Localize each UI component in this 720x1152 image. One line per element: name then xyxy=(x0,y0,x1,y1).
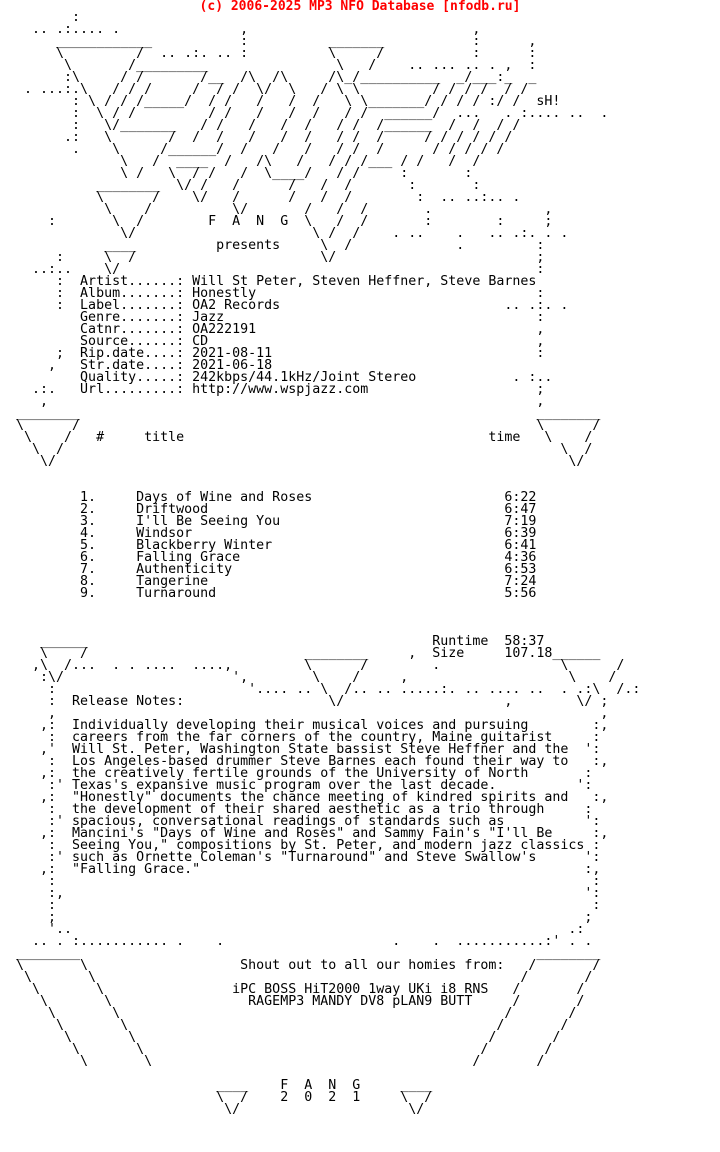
nfo-line: :' such as Ornette Coleman's "Turnaround" and Steve Swallow's ': xyxy=(0,850,601,865)
nfo-line: :\ / / /__ /\ /\ /\_/__________ _/___:_ _ xyxy=(0,70,537,85)
nfo-line: Quality.....: 242kbps/44.1kHz/Joint Stereo . :.. xyxy=(0,370,553,385)
nfo-line xyxy=(0,600,640,612)
nfo-line: ____ F A N G ____ xyxy=(0,1078,433,1093)
nfo-line: .. . :........... . . . . ...........:' . . xyxy=(0,934,593,949)
nfo-line: \ \ / / xyxy=(0,970,593,985)
nfo-line: , Str.date....: 2021-06-18 xyxy=(0,358,273,373)
nfo-line: 3. I'll Be Seeing You 7:19 xyxy=(0,514,537,529)
nfo-line: \ /_________ \ / .. ... .. . , : xyxy=(0,58,537,73)
nfo-line: : careers from the far corners of the country, Maine guitarist : xyxy=(0,730,601,745)
nfo-line: \ / ________ , Size 107.18______ xyxy=(0,646,601,661)
nfo-line: ____________ : _______ : , xyxy=(0,34,537,49)
nfo-database-credit: (c) 2006-2025 MP3 NFO Database [nfodb.ru] xyxy=(199,0,521,14)
nfo-line: ____ presents \ / . : xyxy=(0,238,545,253)
nfo-line: \ \ iPC BOSS HiT2000 1way UKi i8 RNS / / xyxy=(0,982,585,997)
nfo-line: 9. Turnaround 5:56 xyxy=(0,586,537,601)
nfo-line: \ \ / / xyxy=(0,1018,569,1033)
nfo-line: \ / \ / / / \____/ / / : : xyxy=(0,166,473,181)
nfo-line: ,: "Falling Grace." :, xyxy=(0,862,601,877)
nfo-line: \/ \/ xyxy=(0,1102,425,1117)
nfo-line: \ / \/ / / / / : .. ..:.. . xyxy=(0,190,521,205)
nfo-line: 6. Falling Grace 4:36 xyxy=(0,550,537,565)
nfo-line: Catnr.......: OA222191 , xyxy=(0,322,545,337)
nfo-line: .:. Url.........: http://www.wspjazz.com ; xyxy=(0,382,545,397)
nfo-line: '.. .: xyxy=(0,922,585,937)
nfo-line: ,\ /... . . .... ...., \ / . \ / xyxy=(0,658,625,673)
nfo-line: ,' Will St. Peter, Washington State bassist Steve Heffner and the ': xyxy=(0,742,601,757)
nfo-line: \ \ / / xyxy=(0,1054,545,1069)
nfo-line: , , xyxy=(0,394,545,409)
nfo-line: \ \ / / xyxy=(0,1006,577,1021)
nfo-line: :' spacious, conversational readings of standards such as ': xyxy=(0,814,601,829)
nfo-line: : xyxy=(0,10,81,25)
nfo-line: 2. Driftwood 6:47 xyxy=(0,502,537,517)
nfo-line: \ \ RAGEMP3 MANDY DV8 pLAN9 BUTT / / xyxy=(0,994,585,1009)
nfo-line: \ / .. .:. .. : \ / : : xyxy=(0,46,537,61)
nfo-line: : \ / \/ ; xyxy=(0,250,545,265)
nfo-line: ______ Runtime 58:37 xyxy=(0,634,545,649)
nfo-line: : '.... .. \ /.. .. .....:. .. .... .. . .:\ /.: xyxy=(0,682,641,697)
nfo-line: . \ /______/ / / / / / / / / / / / xyxy=(0,142,505,157)
nfo-line xyxy=(0,468,640,480)
nfo-line: \ \ / / xyxy=(0,1042,553,1057)
nfo-text-block xyxy=(0,12,640,1116)
nfo-line: 5. Blackberry Winter 6:41 xyxy=(0,538,537,553)
nfo-line: ,: Mancini's "Days of Wine and Roses" and Sammy Fain's "I'll Be :, xyxy=(0,826,609,841)
nfo-line: : \ / / / / / / / / / ______/ ... . :.... .. . xyxy=(0,106,609,121)
nfo-line: : Label.......: OA2 Records .. .:. . xyxy=(0,298,569,313)
nfo-line xyxy=(0,612,640,624)
nfo-line: : \ / / /_____/ / / / / / \ \_______/ / / / :/ / sH! xyxy=(0,94,561,109)
nfo-line: .. .:.... . , , xyxy=(0,22,481,37)
nfo-line: :\/ ', \ / , \ / xyxy=(0,670,617,685)
nfo-line: ,: the creatively fertile grounds of the University of North : xyxy=(0,766,593,781)
nfo-line: \ / # title time \ / xyxy=(0,430,593,445)
nfo-lines-container xyxy=(0,12,640,1116)
nfo-line: : : xyxy=(0,874,601,889)
nfo-line: Genre.......: Jazz : xyxy=(0,310,545,325)
nfo-line: , , xyxy=(0,706,609,721)
nfo-line: ,: "Honestly" documents the chance meeting of kindred spirits and :, xyxy=(0,790,609,805)
nfo-line: :' Texas's expansive music program over the last decade. ': xyxy=(0,778,593,793)
nfo-line: : Artist......: Will St Peter, Steven Heffner, Steve Barnes xyxy=(0,274,537,289)
nfo-line: Source......: CD , xyxy=(0,334,545,349)
nfo-line: ; Rip.date....: 2021-08-11 : xyxy=(0,346,545,361)
nfo-line: ________ ________ xyxy=(0,406,601,421)
nfo-line: ________ ________ xyxy=(0,946,601,961)
nfo-line: : : xyxy=(0,898,601,913)
nfo-line: \/ \ / / . .. . .. .:. . . xyxy=(0,226,569,241)
nfo-line: : Album.......: Honestly : xyxy=(0,286,545,301)
nfo-line: 1. Days of Wine and Roses 6:22 xyxy=(0,490,537,505)
nfo-line: :, ': xyxy=(0,886,601,901)
nfo-line: ; ; xyxy=(0,910,593,925)
nfo-line: .: \ / / / / / / / / / / / / / / / xyxy=(0,130,513,145)
nfo-line: \/ \/ xyxy=(0,454,585,469)
nfo-line: . ...:.\ / / / / / / \/ \ / \ \ / / / / / / xyxy=(0,82,529,97)
nfo-line: \ / \/ / / / . , xyxy=(0,202,553,217)
nfo-line: : Release Notes: \/ , \/ ; xyxy=(0,694,609,709)
nfo-line: ________ \/ / / / / / : : xyxy=(0,178,481,193)
nfo-line: \ \ / / xyxy=(0,1030,561,1045)
nfo-line: : Seeing You," compositions by St. Peter, and modern jazz classics : xyxy=(0,838,601,853)
nfo-line: : the development of their shared aesthetic as a trio through : xyxy=(0,802,593,817)
nfo-line: : Los Angeles-based drummer Steve Barnes each found their way to :, xyxy=(0,754,609,769)
nfo-line: \ / \ / xyxy=(0,442,593,457)
nfo-line: \ / ____ / /\ / / / /___ / / / / xyxy=(0,154,481,169)
nfo-line: \ / \ / xyxy=(0,418,601,433)
nfo-line: : \/_______ / / / / / / / /______ / / / / xyxy=(0,118,521,133)
nfo-line: 7. Authenticity 6:53 xyxy=(0,562,537,577)
nfo-line: \ \ Shout out to all our homies from: / / xyxy=(0,958,601,973)
nfo-line: \ / 2 0 2 1 \ / xyxy=(0,1090,433,1105)
nfo-line: ,: Individually developing their musical voices and pursuing :, xyxy=(0,718,609,733)
nfo-line: 8. Tangerine 7:24 xyxy=(0,574,537,589)
nfo-line: ..:.. \/ : xyxy=(0,262,545,277)
nfo-line: : \ / F A N G \ / / : : ; xyxy=(0,214,553,229)
nfo-line: 4. Windsor 6:39 xyxy=(0,526,537,541)
